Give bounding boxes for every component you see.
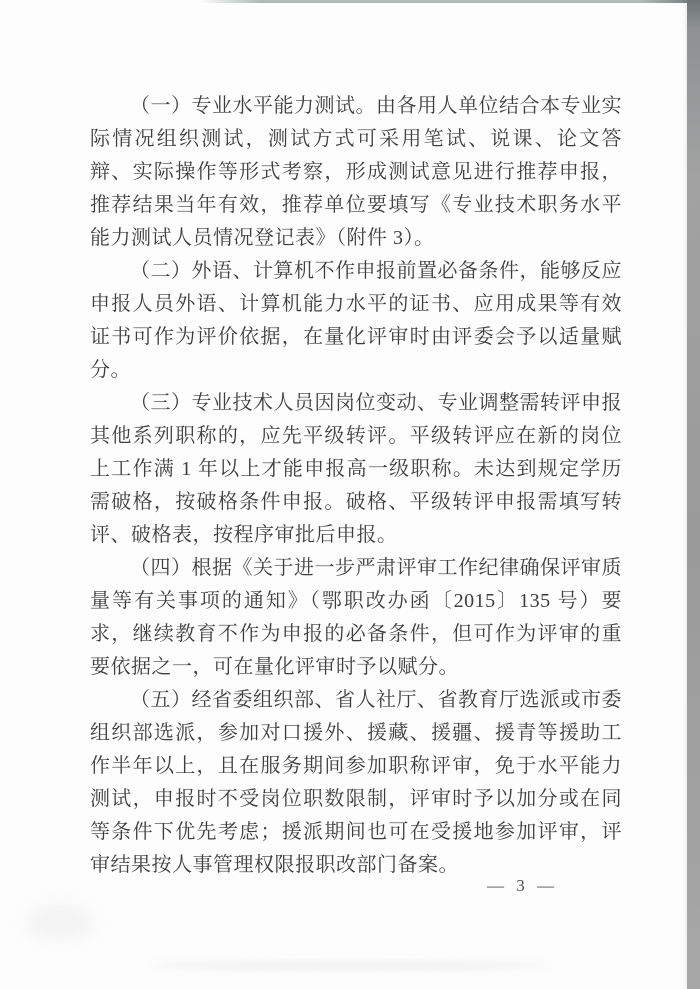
paragraph-4: （四）根据《关于进一步严肃评审工作纪律确保评审质量等有关事项的通知》（鄂职改办函〔2015〕135 号）要求，继续教育不作为申报的必备条件，但可作为评审的重要依据之一，可在量化评审时予以赋分。: [90, 557, 622, 678]
scan-smudge: [150, 962, 550, 969]
scan-smudge: [25, 905, 95, 940]
paragraph-5: （五）经省委组织部、省人社厅、省教育厅选派或市委组织部选派，参加对口援外、援藏、援疆、援青等援助工作半年以上，且在服务期间参加职称评审，免于水平能力测试，申报时不受岗位职数限制，评审时予以加分或在同等条件下优先考虑；援派期间也可在受援地参加评审，评审结果按人事管理权限报职改部门备案。: [90, 689, 622, 876]
page-number: — 3 —: [487, 876, 558, 895]
paragraph-3: （三）专业技术人员因岗位变动、专业调整需转评申报其他系列职称的，应先平级转评。平级转评应在新的岗位上工作满 1 年以上才能申报高一级职称。未达到规定学历需破格，按破格条件申报。破格、平级转评申报需填写转评、破格表，按程序审批后申报。: [90, 392, 622, 546]
paragraph-1: （一）专业水平能力测试。由各用人单位结合本专业实际情况组织测试，测试方式可采用笔试、说课、论文答辩、实际操作等形式考察，形成测试意见进行推荐申报，推荐结果当年有效，推荐单位要填写《专业技术职务水平能力测试人员情况登记表》（附件 3）。: [90, 95, 622, 249]
scan-right-edge-shadow: [687, 0, 700, 989]
scan-top-edge-line: [200, 0, 700, 3]
paragraph-2: （二）外语、计算机不作申报前置必备条件，能够反应申报人员外语、计算机能力水平的证书、应用成果等有效证书可作为评价依据，在量化评审时由评委会予以适量赋分。: [90, 260, 622, 381]
document-body-text: [90, 90, 622, 882]
